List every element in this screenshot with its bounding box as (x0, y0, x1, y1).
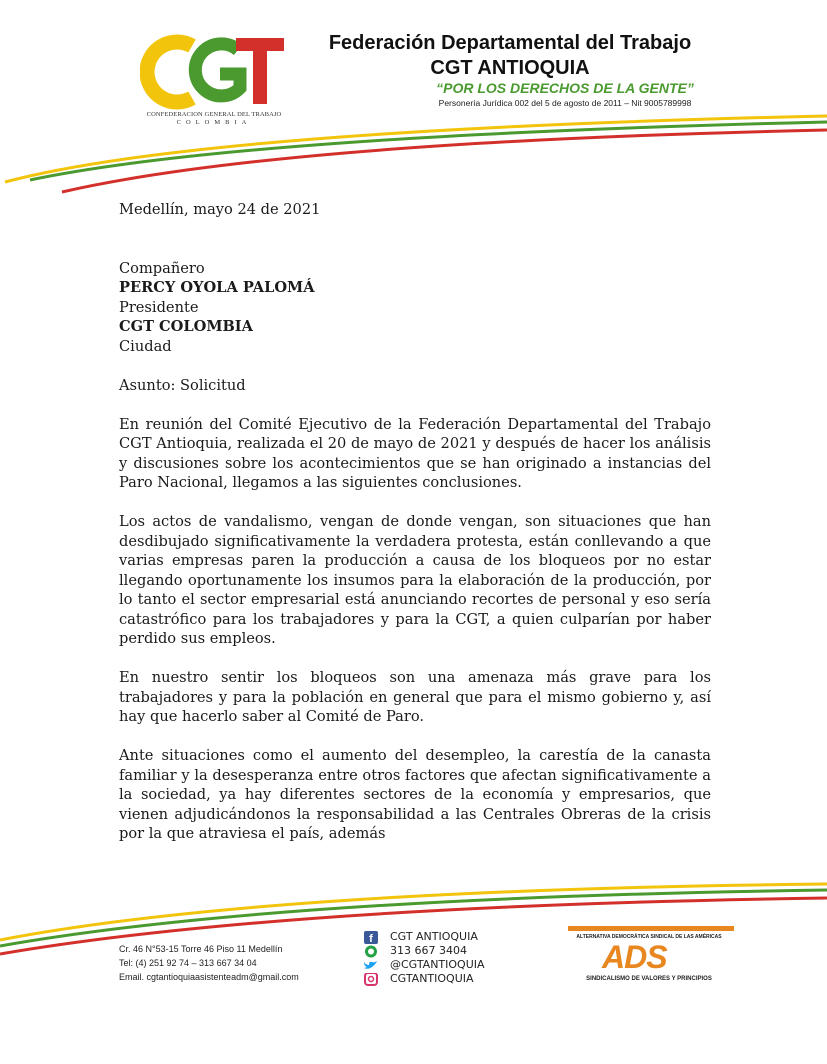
salutation: Compañero (119, 259, 205, 277)
social-facebook[interactable] (362, 930, 537, 944)
social-whatsapp[interactable] (362, 944, 537, 958)
ads-bottom-text: SINDICALISMO DE VALORES Y PRINCIPIOS (586, 976, 712, 982)
svg-text:f: f (369, 932, 373, 944)
recipient-city: Ciudad (119, 337, 172, 355)
org-legal-info: Personería Jurídica 002 del 5 de agosto de 2011 – Nit 9005789998 (438, 98, 692, 108)
header-swoosh (0, 110, 827, 195)
logo-caption: CONFEDERACION GENERAL DEL TRABAJO (146, 111, 282, 118)
logo-country: COLOMBIA (176, 119, 252, 126)
footer-address: Cr. 46 N°53-15 Torre 46 Piso 11 Medellín (119, 944, 283, 954)
recipient-block (119, 259, 711, 357)
whatsapp-icon (362, 945, 380, 958)
facebook-icon (362, 931, 380, 944)
social-whatsapp-label: 313 667 3404 (390, 944, 467, 957)
org-heading (300, 30, 720, 80)
paragraph-4: Ante situaciones como el aumento del desempleo, la carestía de la canasta familiar y la desesperanza entre otros factores que afectan significativamente a la sociedad, ya hay diferentes sectores de la economía y empresarios, que vienen adjudicándonos la responsabilidad a las Centrales Obreras de la crisis por la que atraviesa el país, además (119, 747, 711, 842)
letter-date: Medellín, mayo 24 de 2021 (119, 201, 321, 218)
recipient-org: CGT COLOMBIA (119, 318, 253, 335)
paragraph-3: En nuestro sentir los bloqueos son una amenaza más grave para los trabajadores y para la población en general que para el mismo gobierno y, así hay que hacerlo saber al Comité de Paro. (119, 669, 711, 725)
footer-contact (119, 942, 359, 984)
paragraph-2: Los actos de vandalismo, vengan de donde vengan, son situaciones que han desdibujado significativamente la verdadera protesta, están conllevando a que varias empresas paren la producción a causa de los bloqueos por no estar llegando oportunamente los insumos para la elaboración de la producción, por lo tanto el sector empresarial está anunciando recortes de personal y eso sería catastrófico para los trabajadores y para la CGT, a quien culparían por haber perdido sus empleos. (119, 513, 711, 647)
social-facebook-label: CGT ANTIOQUIA (390, 930, 478, 943)
social-twitter-label: @CGTANTIOQUIA (390, 958, 485, 971)
social-instagram[interactable] (362, 972, 537, 986)
letter-subject: Asunto: Solicitud (119, 376, 246, 394)
org-slogan: “POR LOS DERECHOS DE LA GENTE” (436, 80, 694, 96)
social-instagram-label: CGTANTIOQUIA (390, 972, 474, 985)
recipient-name: PERCY OYOLA PALOMÁ (119, 279, 315, 296)
instagram-icon (362, 973, 380, 986)
ads-top-text: ALTERNATIVA DEMOCRÁTICA SINDICAL DE LAS AMÉRICAS (576, 934, 722, 940)
footer-social-links (362, 930, 537, 986)
ads-mark: ADS (602, 939, 667, 975)
cgt-logo-mark (140, 32, 288, 112)
twitter-icon (362, 959, 380, 972)
social-twitter[interactable] (362, 958, 537, 972)
footer-email[interactable]: Email. cgtantioquiaasistenteadm@gmail.com (119, 972, 299, 982)
org-name-line2: CGT ANTIOQUIA (430, 57, 590, 79)
letter-body (119, 200, 711, 863)
ads-logo (564, 926, 734, 988)
recipient-title: Presidente (119, 298, 199, 316)
org-name-line1: Federación Departamental del Trabajo (328, 32, 692, 54)
footer-phone: Tel: (4) 251 92 74 – 313 667 34 04 (119, 958, 257, 968)
ads-banner-bar (568, 926, 734, 934)
paragraph-1: En reunión del Comité Ejecutivo de la Federación Departamental del Trabajo CGT Antioquia, realizada el 20 de mayo de 2021 y después de hacer los análisis y discusiones sobre los acontecimientos que se han originado a instancias del Paro Nacional, llegamos a las siguientes conclusiones. (119, 415, 711, 491)
